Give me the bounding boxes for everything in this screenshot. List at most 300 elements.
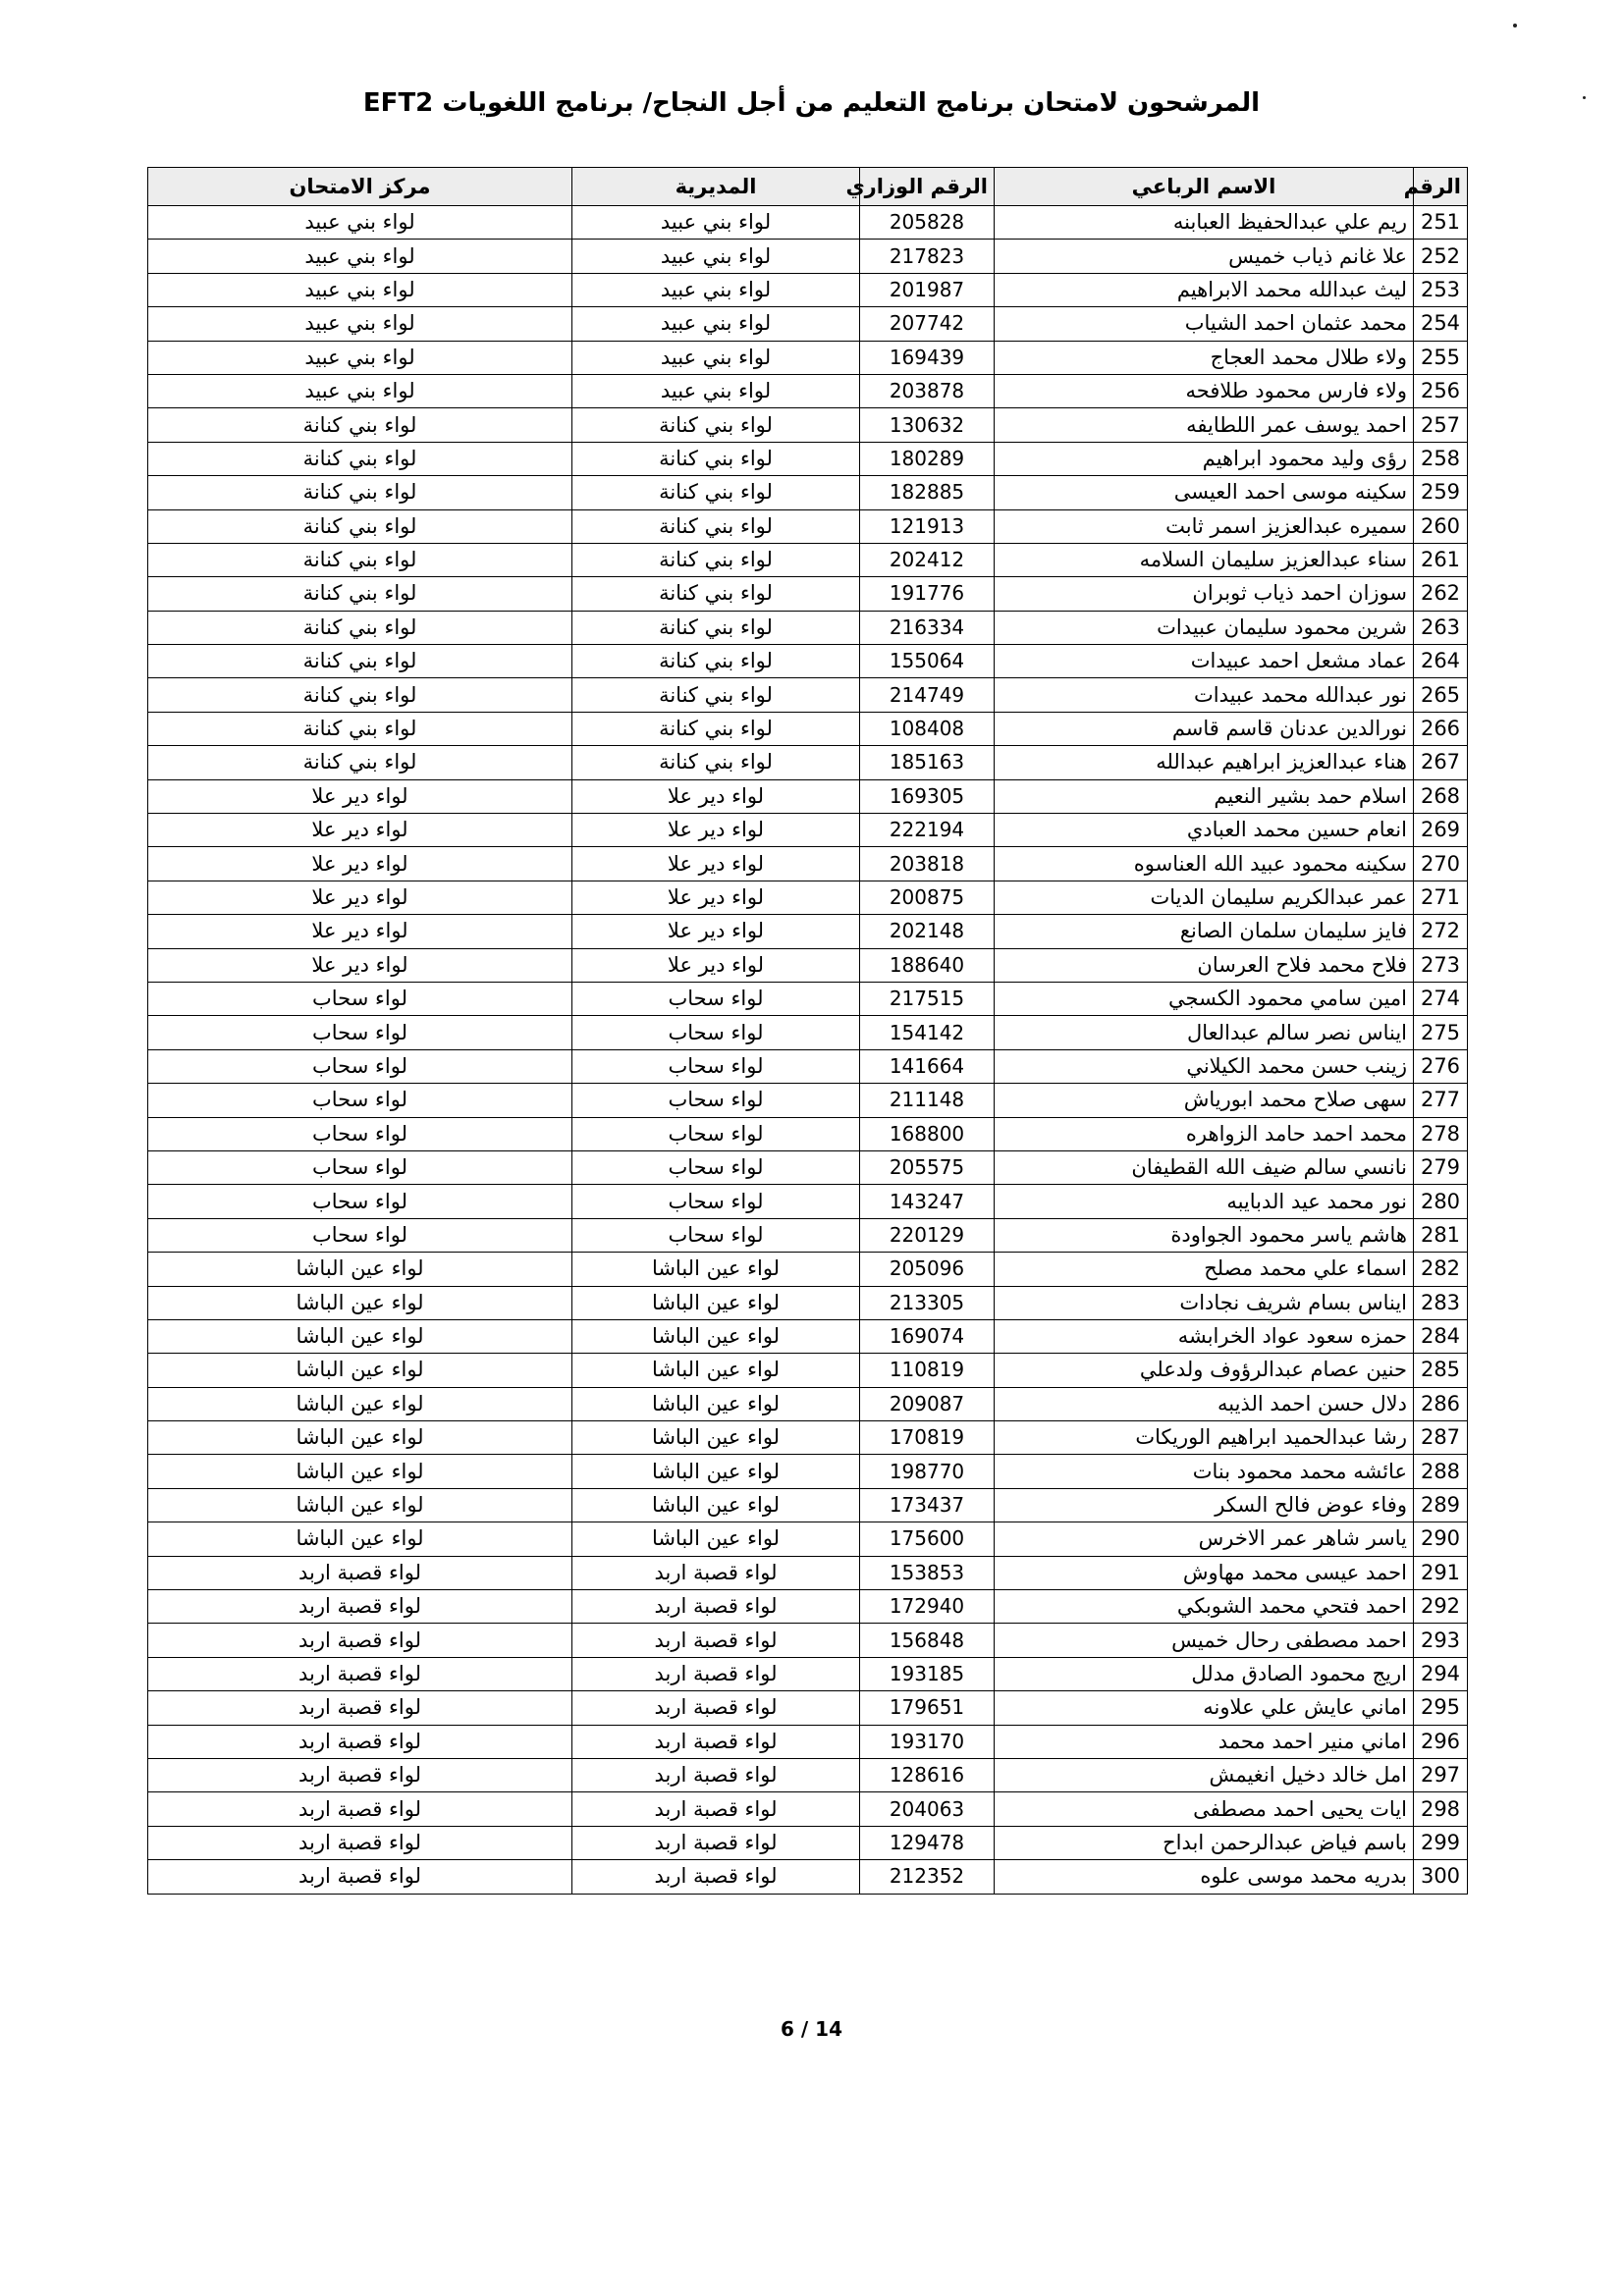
cell-no: 279 — [1414, 1150, 1468, 1184]
cell-no: 262 — [1414, 577, 1468, 611]
table-row — [148, 1725, 1468, 1758]
cell-name: احمد يوسف عمر اللطايفه — [995, 408, 1414, 442]
cell-directorate: لواء بني كنانة — [572, 678, 860, 712]
cell-no: 276 — [1414, 1049, 1468, 1083]
cell-ministry-id: 108408 — [860, 712, 995, 745]
cell-directorate: لواء قصبة اربد — [572, 1657, 860, 1690]
cell-directorate: لواء قصبة اربد — [572, 1826, 860, 1859]
cell-exam-center: لواء قصبة اربد — [148, 1590, 572, 1624]
cell-no: 261 — [1414, 543, 1468, 576]
cell-no: 290 — [1414, 1522, 1468, 1556]
cell-no: 267 — [1414, 746, 1468, 779]
cell-exam-center: لواء عين الباشا — [148, 1286, 572, 1319]
header-name: الاسم الرباعي — [995, 168, 1414, 206]
cell-exam-center: لواء قصبة اربد — [148, 1860, 572, 1894]
cell-no: 264 — [1414, 645, 1468, 678]
table-row — [148, 1657, 1468, 1690]
cell-no: 285 — [1414, 1354, 1468, 1387]
cell-ministry-id: 128616 — [860, 1758, 995, 1791]
cell-exam-center: لواء بني عبيد — [148, 240, 572, 273]
cell-exam-center: لواء بني عبيد — [148, 307, 572, 341]
cell-directorate: لواء بني عبيد — [572, 206, 860, 240]
table-row — [148, 982, 1468, 1015]
table-row — [148, 779, 1468, 813]
cell-exam-center: لواء عين الباشا — [148, 1455, 572, 1488]
cell-exam-center: لواء سحاب — [148, 982, 572, 1015]
table-row — [148, 577, 1468, 611]
cell-no: 291 — [1414, 1556, 1468, 1589]
table-row — [148, 1117, 1468, 1150]
cell-exam-center: لواء سحاب — [148, 1016, 572, 1049]
cell-exam-center: لواء دير علا — [148, 847, 572, 881]
cell-name: اماني منير احمد محمد — [995, 1725, 1414, 1758]
cell-no: 274 — [1414, 982, 1468, 1015]
table-row — [148, 273, 1468, 306]
cell-no: 270 — [1414, 847, 1468, 881]
cell-ministry-id: 169074 — [860, 1319, 995, 1353]
table-row — [148, 374, 1468, 407]
cell-directorate: لواء سحاب — [572, 982, 860, 1015]
cell-exam-center: لواء بني كنانة — [148, 645, 572, 678]
cell-name: عائشه محمد محمود بنات — [995, 1455, 1414, 1488]
cell-ministry-id: 170819 — [860, 1421, 995, 1455]
page-number: 6 / 14 — [781, 2017, 842, 2041]
header-row — [148, 168, 1468, 206]
cell-ministry-id: 204063 — [860, 1792, 995, 1826]
cell-directorate: لواء سحاب — [572, 1185, 860, 1218]
cell-directorate: لواء عين الباشا — [572, 1286, 860, 1319]
scan-speck — [1583, 96, 1586, 99]
cell-ministry-id: 214749 — [860, 678, 995, 712]
cell-directorate: لواء قصبة اربد — [572, 1758, 860, 1791]
cell-ministry-id: 169439 — [860, 341, 995, 374]
cell-no: 258 — [1414, 442, 1468, 475]
cell-no: 297 — [1414, 1758, 1468, 1791]
cell-ministry-id: 207742 — [860, 307, 995, 341]
cell-name: ايناس نصر سالم عبدالعال — [995, 1016, 1414, 1049]
table-row — [148, 1624, 1468, 1657]
cell-exam-center: لواء دير علا — [148, 814, 572, 847]
cell-exam-center: لواء دير علا — [148, 881, 572, 914]
cell-no: 294 — [1414, 1657, 1468, 1690]
cell-name: محمد احمد حامد الزواهره — [995, 1117, 1414, 1150]
table-row — [148, 948, 1468, 982]
table-row — [148, 1185, 1468, 1218]
cell-exam-center: لواء قصبة اربد — [148, 1657, 572, 1690]
candidates-table — [147, 167, 1468, 1895]
table-row — [148, 1556, 1468, 1589]
cell-directorate: لواء قصبة اربد — [572, 1590, 860, 1624]
table-row — [148, 1218, 1468, 1252]
cell-ministry-id: 213305 — [860, 1286, 995, 1319]
table-row — [148, 1455, 1468, 1488]
cell-ministry-id: 205575 — [860, 1150, 995, 1184]
cell-ministry-id: 169305 — [860, 779, 995, 813]
cell-directorate: لواء قصبة اربد — [572, 1691, 860, 1725]
cell-ministry-id: 205096 — [860, 1253, 995, 1286]
cell-exam-center: لواء عين الباشا — [148, 1421, 572, 1455]
table-row — [148, 206, 1468, 240]
cell-exam-center: لواء بني كنانة — [148, 543, 572, 576]
cell-no: 257 — [1414, 408, 1468, 442]
cell-exam-center: لواء سحاب — [148, 1049, 572, 1083]
cell-name: ايناس بسام شريف نجادات — [995, 1286, 1414, 1319]
table-row — [148, 1826, 1468, 1859]
table-row — [148, 442, 1468, 475]
cell-ministry-id: 179651 — [860, 1691, 995, 1725]
cell-exam-center: لواء بني كنانة — [148, 509, 572, 543]
cell-name: اماني عايش علي علاونه — [995, 1691, 1414, 1725]
header-no: الرقم — [1414, 168, 1468, 206]
cell-exam-center: لواء عين الباشا — [148, 1354, 572, 1387]
cell-directorate: لواء بني كنانة — [572, 645, 860, 678]
cell-directorate: لواء دير علا — [572, 948, 860, 982]
cell-no: 295 — [1414, 1691, 1468, 1725]
cell-name: نانسي سالم ضيف الله القطيفان — [995, 1150, 1414, 1184]
cell-no: 269 — [1414, 814, 1468, 847]
cell-directorate: لواء عين الباشا — [572, 1488, 860, 1522]
table-row — [148, 1084, 1468, 1117]
cell-exam-center: لواء قصبة اربد — [148, 1624, 572, 1657]
cell-ministry-id: 217515 — [860, 982, 995, 1015]
table-row — [148, 1387, 1468, 1420]
cell-ministry-id: 110819 — [860, 1354, 995, 1387]
cell-exam-center: لواء عين الباشا — [148, 1253, 572, 1286]
cell-exam-center: لواء بني كنانة — [148, 476, 572, 509]
cell-no: 275 — [1414, 1016, 1468, 1049]
cell-name: محمد عثمان احمد الشياب — [995, 307, 1414, 341]
cell-directorate: لواء سحاب — [572, 1117, 860, 1150]
cell-no: 278 — [1414, 1117, 1468, 1150]
cell-directorate: لواء بني كنانة — [572, 509, 860, 543]
cell-name: زينب حسن محمد الكيلاني — [995, 1049, 1414, 1083]
cell-ministry-id: 185163 — [860, 746, 995, 779]
table-row — [148, 678, 1468, 712]
table-row — [148, 1150, 1468, 1184]
cell-directorate: لواء بني كنانة — [572, 577, 860, 611]
cell-exam-center: لواء بني كنانة — [148, 611, 572, 644]
cell-ministry-id: 182885 — [860, 476, 995, 509]
cell-ministry-id: 205828 — [860, 206, 995, 240]
table-row — [148, 611, 1468, 644]
cell-name: انعام حسين محمد العبادي — [995, 814, 1414, 847]
cell-exam-center: لواء سحاب — [148, 1185, 572, 1218]
cell-directorate: لواء بني عبيد — [572, 374, 860, 407]
cell-directorate: لواء دير علا — [572, 779, 860, 813]
cell-name: حنين عصام عبدالرؤوف ولدعلي — [995, 1354, 1414, 1387]
table-row — [148, 847, 1468, 881]
cell-no: 254 — [1414, 307, 1468, 341]
cell-directorate: لواء دير علا — [572, 881, 860, 914]
cell-name: احمد مصطفى رحال خميس — [995, 1624, 1414, 1657]
table-row — [148, 1691, 1468, 1725]
cell-name: رؤى وليد محمود ابراهيم — [995, 442, 1414, 475]
cell-directorate: لواء بني كنانة — [572, 442, 860, 475]
cell-exam-center: لواء قصبة اربد — [148, 1725, 572, 1758]
cell-no: 277 — [1414, 1084, 1468, 1117]
cell-name: اسلام حمد بشير النعيم — [995, 779, 1414, 813]
table-header — [148, 168, 1468, 206]
cell-ministry-id: 212352 — [860, 1860, 995, 1894]
table-row — [148, 1488, 1468, 1522]
cell-ministry-id: 191776 — [860, 577, 995, 611]
table-body — [148, 206, 1468, 1895]
table-row — [148, 746, 1468, 779]
cell-directorate: لواء بني كنانة — [572, 543, 860, 576]
cell-name: سوزان احمد ذياب ثوبران — [995, 577, 1414, 611]
cell-name: هاشم ياسر محمود الجواودة — [995, 1218, 1414, 1252]
cell-name: سكينه محمود عبيد الله العناسوه — [995, 847, 1414, 881]
cell-name: امل خالد دخيل انغيمش — [995, 1758, 1414, 1791]
table-row — [148, 1860, 1468, 1894]
cell-exam-center: لواء دير علا — [148, 948, 572, 982]
scan-speck — [1513, 24, 1517, 27]
cell-directorate: لواء عين الباشا — [572, 1319, 860, 1353]
cell-no: 287 — [1414, 1421, 1468, 1455]
cell-directorate: لواء بني عبيد — [572, 341, 860, 374]
cell-directorate: لواء عين الباشا — [572, 1455, 860, 1488]
cell-exam-center: لواء سحاب — [148, 1084, 572, 1117]
cell-ministry-id: 222194 — [860, 814, 995, 847]
cell-ministry-id: 129478 — [860, 1826, 995, 1859]
cell-directorate: لواء قصبة اربد — [572, 1725, 860, 1758]
cell-no: 268 — [1414, 779, 1468, 813]
table-row — [148, 1792, 1468, 1826]
cell-directorate: لواء قصبة اربد — [572, 1624, 860, 1657]
cell-ministry-id: 198770 — [860, 1455, 995, 1488]
cell-ministry-id: 143247 — [860, 1185, 995, 1218]
cell-no: 289 — [1414, 1488, 1468, 1522]
table-row — [148, 307, 1468, 341]
cell-exam-center: لواء بني كنانة — [148, 408, 572, 442]
cell-no: 281 — [1414, 1218, 1468, 1252]
cell-name: نور عبدالله محمد عبيدات — [995, 678, 1414, 712]
cell-name: نورالدين عدنان قاسم قاسم — [995, 712, 1414, 745]
cell-name: سميره عبدالعزيز اسمر ثابت — [995, 509, 1414, 543]
cell-no: 259 — [1414, 476, 1468, 509]
cell-directorate: لواء دير علا — [572, 847, 860, 881]
cell-no: 280 — [1414, 1185, 1468, 1218]
table-row — [148, 408, 1468, 442]
cell-name: فلاح محمد فلاح العرسان — [995, 948, 1414, 982]
table-row — [148, 915, 1468, 948]
cell-ministry-id: 168800 — [860, 1117, 995, 1150]
cell-exam-center: لواء عين الباشا — [148, 1387, 572, 1420]
cell-directorate: لواء سحاب — [572, 1150, 860, 1184]
cell-directorate: لواء دير علا — [572, 915, 860, 948]
cell-name: فايز سليمان سلمان الصانع — [995, 915, 1414, 948]
cell-name: حمزه سعود عواد الخرابشه — [995, 1319, 1414, 1353]
cell-exam-center: لواء قصبة اربد — [148, 1758, 572, 1791]
cell-directorate: لواء سحاب — [572, 1218, 860, 1252]
cell-no: 251 — [1414, 206, 1468, 240]
cell-exam-center: لواء بني كنانة — [148, 442, 572, 475]
cell-exam-center: لواء بني عبيد — [148, 341, 572, 374]
table-row — [148, 1522, 1468, 1556]
cell-directorate: لواء بني عبيد — [572, 273, 860, 306]
table-row — [148, 1049, 1468, 1083]
cell-ministry-id: 220129 — [860, 1218, 995, 1252]
cell-ministry-id: 155064 — [860, 645, 995, 678]
table-row — [148, 1253, 1468, 1286]
cell-directorate: لواء بني كنانة — [572, 746, 860, 779]
cell-no: 286 — [1414, 1387, 1468, 1420]
table-row — [148, 814, 1468, 847]
table-row — [148, 712, 1468, 745]
cell-exam-center: لواء بني كنانة — [148, 712, 572, 745]
cell-exam-center: لواء قصبة اربد — [148, 1691, 572, 1725]
cell-name: عمر عبدالكريم سليمان الديات — [995, 881, 1414, 914]
cell-exam-center: لواء قصبة اربد — [148, 1556, 572, 1589]
header-ministry-id: الرقم الوزاري — [860, 168, 995, 206]
cell-ministry-id: 141664 — [860, 1049, 995, 1083]
cell-no: 284 — [1414, 1319, 1468, 1353]
cell-name: ولاء فارس محمود طلافحه — [995, 374, 1414, 407]
cell-no: 283 — [1414, 1286, 1468, 1319]
cell-exam-center: لواء بني كنانة — [148, 577, 572, 611]
cell-ministry-id: 188640 — [860, 948, 995, 982]
cell-directorate: لواء قصبة اربد — [572, 1792, 860, 1826]
table-row — [148, 509, 1468, 543]
cell-name: نور محمد عيد الدبايبه — [995, 1185, 1414, 1218]
cell-no: 292 — [1414, 1590, 1468, 1624]
cell-ministry-id: 203818 — [860, 847, 995, 881]
cell-name: سهى صلاح محمد ابورياش — [995, 1084, 1414, 1117]
cell-directorate: لواء بني عبيد — [572, 307, 860, 341]
cell-directorate: لواء قصبة اربد — [572, 1556, 860, 1589]
cell-ministry-id: 121913 — [860, 509, 995, 543]
cell-exam-center: لواء عين الباشا — [148, 1488, 572, 1522]
table-row — [148, 881, 1468, 914]
cell-directorate: لواء سحاب — [572, 1016, 860, 1049]
cell-ministry-id: 130632 — [860, 408, 995, 442]
cell-no: 266 — [1414, 712, 1468, 745]
cell-exam-center: لواء دير علا — [148, 779, 572, 813]
header-directorate: المديرية — [572, 168, 860, 206]
header-exam-center: مركز الامتحان — [148, 168, 572, 206]
cell-no: 288 — [1414, 1455, 1468, 1488]
cell-name: ايات يحيى احمد مصطفى — [995, 1792, 1414, 1826]
cell-no: 300 — [1414, 1860, 1468, 1894]
cell-directorate: لواء بني كنانة — [572, 611, 860, 644]
cell-ministry-id: 156848 — [860, 1624, 995, 1657]
cell-ministry-id: 193170 — [860, 1725, 995, 1758]
cell-directorate: لواء عين الباشا — [572, 1354, 860, 1387]
cell-directorate: لواء عين الباشا — [572, 1522, 860, 1556]
cell-name: ياسر شاهر عمر الاخرس — [995, 1522, 1414, 1556]
cell-name: دلال حسن احمد الذيبه — [995, 1387, 1414, 1420]
cell-no: 265 — [1414, 678, 1468, 712]
cell-name: شرين محمود سليمان عبيدات — [995, 611, 1414, 644]
cell-name: ولاء طلال محمد العجاج — [995, 341, 1414, 374]
cell-no: 263 — [1414, 611, 1468, 644]
cell-directorate: لواء سحاب — [572, 1049, 860, 1083]
cell-exam-center: لواء قصبة اربد — [148, 1826, 572, 1859]
cell-ministry-id: 209087 — [860, 1387, 995, 1420]
cell-ministry-id: 203878 — [860, 374, 995, 407]
table-row — [148, 1354, 1468, 1387]
cell-exam-center: لواء بني عبيد — [148, 206, 572, 240]
cell-directorate: لواء بني عبيد — [572, 240, 860, 273]
cell-name: ليث عبدالله محمد الابراهيم — [995, 273, 1414, 306]
cell-directorate: لواء سحاب — [572, 1084, 860, 1117]
cell-no: 298 — [1414, 1792, 1468, 1826]
table-row — [148, 1758, 1468, 1791]
table-row — [148, 1016, 1468, 1049]
page-title: المرشحون لامتحان برنامج التعليم من أجل النجاح/ برنامج اللغويات EFT2 — [362, 88, 1261, 118]
table-row — [148, 1319, 1468, 1353]
cell-no: 256 — [1414, 374, 1468, 407]
cell-exam-center: لواء سحاب — [148, 1150, 572, 1184]
cell-ministry-id: 153853 — [860, 1556, 995, 1589]
cell-directorate: لواء عين الباشا — [572, 1387, 860, 1420]
cell-no: 271 — [1414, 881, 1468, 914]
cell-no: 296 — [1414, 1725, 1468, 1758]
table-row — [148, 240, 1468, 273]
cell-no: 272 — [1414, 915, 1468, 948]
cell-no: 282 — [1414, 1253, 1468, 1286]
cell-name: اريج محمود الصادق مدلل — [995, 1657, 1414, 1690]
cell-ministry-id: 211148 — [860, 1084, 995, 1117]
cell-name: رشا عبدالحميد ابراهيم الوريكات — [995, 1421, 1414, 1455]
cell-exam-center: لواء سحاب — [148, 1218, 572, 1252]
cell-ministry-id: 217823 — [860, 240, 995, 273]
table-row — [148, 645, 1468, 678]
table-row — [148, 543, 1468, 576]
cell-name: وفاء عوض فالح السكر — [995, 1488, 1414, 1522]
cell-ministry-id: 201987 — [860, 273, 995, 306]
cell-exam-center: لواء سحاب — [148, 1117, 572, 1150]
cell-ministry-id: 202412 — [860, 543, 995, 576]
cell-exam-center: لواء بني كنانة — [148, 746, 572, 779]
cell-directorate: لواء بني كنانة — [572, 408, 860, 442]
table-row — [148, 1286, 1468, 1319]
cell-directorate: لواء بني كنانة — [572, 476, 860, 509]
cell-no: 273 — [1414, 948, 1468, 982]
cell-no: 255 — [1414, 341, 1468, 374]
cell-name: باسم فياض عبدالرحمن ابداح — [995, 1826, 1414, 1859]
cell-ministry-id: 154142 — [860, 1016, 995, 1049]
cell-no: 260 — [1414, 509, 1468, 543]
cell-exam-center: لواء بني عبيد — [148, 374, 572, 407]
cell-directorate: لواء قصبة اربد — [572, 1860, 860, 1894]
table-row — [148, 1421, 1468, 1455]
cell-name: سكينه موسى احمد العيسى — [995, 476, 1414, 509]
cell-ministry-id: 180289 — [860, 442, 995, 475]
cell-directorate: لواء عين الباشا — [572, 1421, 860, 1455]
cell-name: احمد فتحي محمد الشوبكي — [995, 1590, 1414, 1624]
cell-exam-center: لواء دير علا — [148, 915, 572, 948]
cell-exam-center: لواء عين الباشا — [148, 1319, 572, 1353]
cell-name: اسماء علي محمد مصلح — [995, 1253, 1414, 1286]
cell-name: سناء عبدالعزيز سليمان السلامه — [995, 543, 1414, 576]
cell-directorate: لواء بني كنانة — [572, 712, 860, 745]
cell-directorate: لواء دير علا — [572, 814, 860, 847]
cell-no: 299 — [1414, 1826, 1468, 1859]
cell-ministry-id: 216334 — [860, 611, 995, 644]
cell-ministry-id: 200875 — [860, 881, 995, 914]
table-row — [148, 1590, 1468, 1624]
cell-ministry-id: 202148 — [860, 915, 995, 948]
cell-name: بدريه محمد موسى علوه — [995, 1860, 1414, 1894]
cell-exam-center: لواء عين الباشا — [148, 1522, 572, 1556]
cell-no: 293 — [1414, 1624, 1468, 1657]
cell-name: علا غانم ذياب خميس — [995, 240, 1414, 273]
cell-name: عماد مشعل احمد عبيدات — [995, 645, 1414, 678]
cell-no: 253 — [1414, 273, 1468, 306]
cell-ministry-id: 172940 — [860, 1590, 995, 1624]
cell-ministry-id: 193185 — [860, 1657, 995, 1690]
